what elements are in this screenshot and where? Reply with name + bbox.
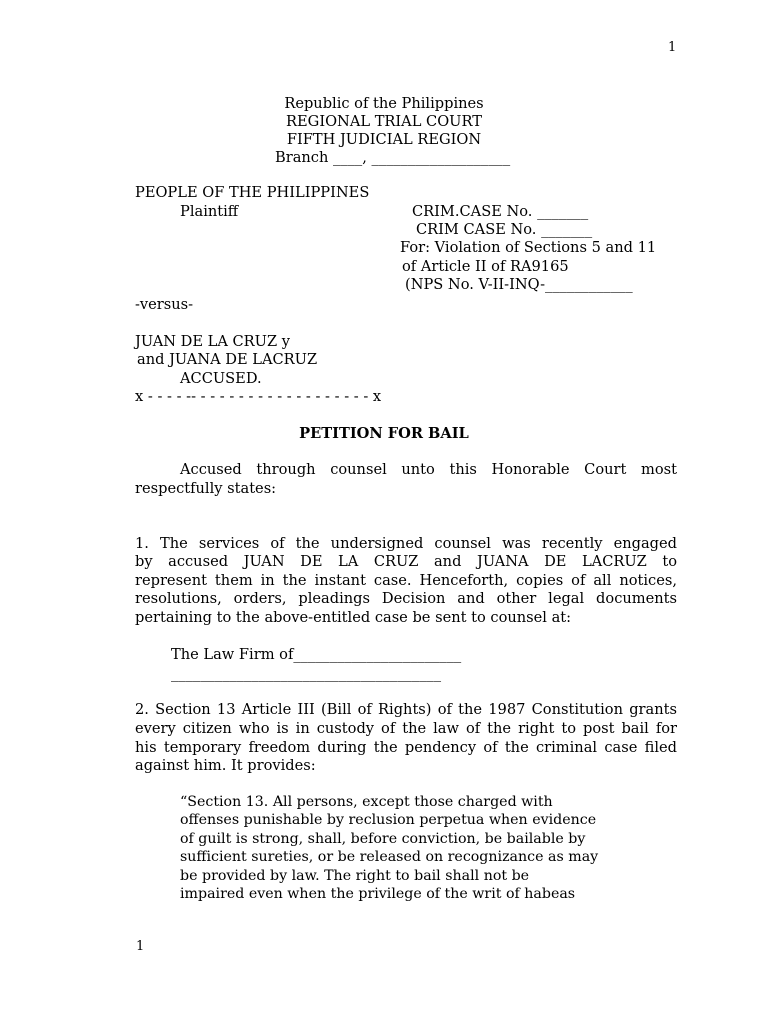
- quote-line-4: sufficient sureties, or be released on recognizance as may: [180, 849, 599, 865]
- intro-line-2: respectfully states:: [135, 480, 277, 497]
- quote-line-1: “Section 13. All persons, except those charged with: [180, 794, 553, 810]
- para1-line-5: pertaining to the above-entitled case be sent to counsel at:: [135, 609, 572, 626]
- quote-line-3: of guilt is strong, shall, before conviction, be bailable by: [180, 831, 586, 847]
- header-republic: Republic of the Philippines: [284, 95, 484, 112]
- case-number-2: CRIM CASE No. _______: [416, 221, 593, 238]
- header-court: REGIONAL TRIAL COURT: [286, 113, 482, 130]
- law-firm-line-1: The Law Firm of_______________________: [171, 646, 462, 663]
- violation-line-1: For: Violation of Sections 5 and 11: [400, 239, 657, 256]
- page-number-top: 1: [668, 40, 677, 55]
- plaintiff-name: PEOPLE OF THE PHILIPPINES: [135, 184, 370, 201]
- para2-line-4: against him. It provides:: [135, 757, 316, 774]
- header-branch: Branch ____, ___________________: [275, 149, 511, 166]
- case-number-1: CRIM.CASE No. _______: [412, 203, 589, 220]
- violation-line-2: of Article II of RA9165: [402, 258, 569, 275]
- law-firm-line-2: _____________________________________: [171, 665, 441, 682]
- para1-line-4: resolutions, orders, pleadings Decision and other legal documents: [135, 590, 677, 607]
- document-title: PETITION FOR BAIL: [299, 425, 469, 442]
- intro-line-1: Accused through counsel unto this Honorable Court most: [180, 461, 677, 478]
- accused-line-1: JUAN DE LA CRUZ y: [135, 333, 290, 350]
- plaintiff-role: Plaintiff: [180, 203, 239, 220]
- para1-line-3: represent them in the instant case. Henceforth, copies of all notices,: [135, 572, 677, 589]
- para2-line-1: 2. Section 13 Article III (Bill of Rights) of the 1987 Constitution grants: [135, 701, 677, 718]
- quote-line-5: be provided by law. The right to bail shall not be: [180, 868, 530, 884]
- para1-line-1: 1. The services of the undersigned counsel was recently engaged: [135, 535, 677, 552]
- para2-line-2: every citizen who is in custody of the law of the right to post bail for: [135, 720, 677, 737]
- quote-line-6: impaired even when the privilege of the writ of habeas: [180, 886, 576, 902]
- versus-label: -versus-: [135, 296, 194, 313]
- nps-number: (NPS No. V-II-INQ-____________: [405, 276, 633, 293]
- para2-line-3: his temporary freedom during the pendency of the criminal case filed: [135, 739, 677, 756]
- accused-role: ACCUSED.: [180, 370, 262, 387]
- quote-line-2: offenses punishable by reclusion perpetua when evidence: [180, 812, 597, 828]
- caption-separator: x - - - - -- - - - - - - - - - - - - - - - - - - x: [135, 388, 382, 405]
- accused-line-2: and JUANA DE LACRUZ: [137, 351, 318, 368]
- header-region: FIFTH JUDICIAL REGION: [286, 131, 482, 148]
- para1-line-2: by accused JUAN DE LA CRUZ and JUANA DE LACRUZ to: [135, 553, 677, 570]
- page-number-bottom: 1: [136, 939, 145, 954]
